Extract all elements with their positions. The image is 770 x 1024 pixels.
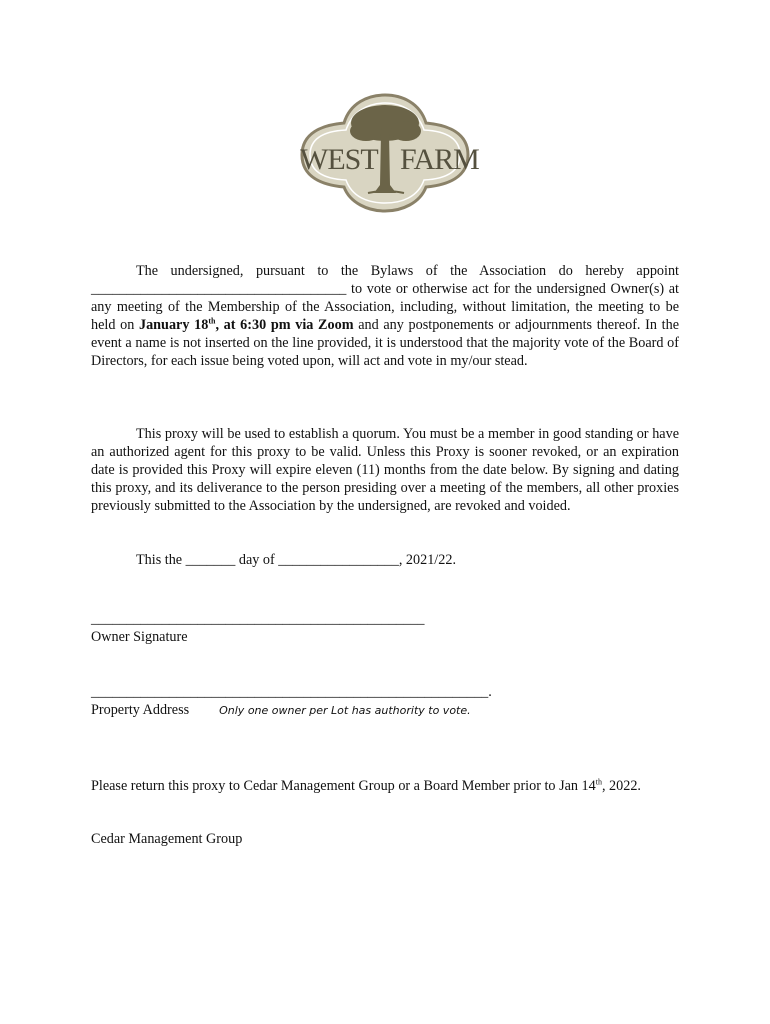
signature-label: Owner Signature	[91, 629, 188, 645]
address-row	[91, 701, 471, 720]
meeting-date: January 18th, at 6:30 pm via Zoom	[138, 316, 354, 333]
date-line[interactable]: This the _______ day of _________________, 2021/22.	[136, 552, 456, 568]
logo-word-west: WEST	[300, 143, 378, 176]
signature-line[interactable]: _______________________________________________	[91, 611, 425, 627]
logo-word-farm: FARM	[400, 143, 479, 176]
west-farm-logo	[288, 93, 482, 213]
company-name: Cedar Management Group	[91, 831, 243, 847]
return-note: Please return this proxy to Cedar Management Group or a Board Member prior to Jan 14th, 2022.	[91, 777, 641, 794]
quorum-paragraph: This proxy will be used to establish a quorum. You must be a member in good standing or have an authorized agent for this proxy to be valid. Unless this Proxy is sooner revoked, or an expiration date is provided this Proxy will expire eleven (11) months from the date below. By signing and dating this proxy, and its deliverance to the person presiding over a meeting of the members, all other proxies previously submitted to the Association by the undersigned, are revoked and voided.	[91, 426, 679, 514]
appointment-paragraph: The undersigned, pursuant to the Bylaws of the Association do hereby appoint ____________________________________ to vote or otherwise act for the undersigned Owner(s) at any meeting of the Membership of the Association, including, without limitation, the meeting to be held on January 18th, at 6:30 pm via Zoom and any postponements or adjournments thereof. In the event a name is not inserted on the line provided, it is understood that the majority vote of the Board of Directors, for each issue being voted upon, will act and vote in my/our stead.	[91, 263, 679, 369]
address-line[interactable]: ________________________________________________________.	[91, 684, 492, 700]
address-label: Property Address	[91, 702, 190, 718]
owner-note: Only one owner per Lot has authority to vote.	[219, 704, 471, 717]
